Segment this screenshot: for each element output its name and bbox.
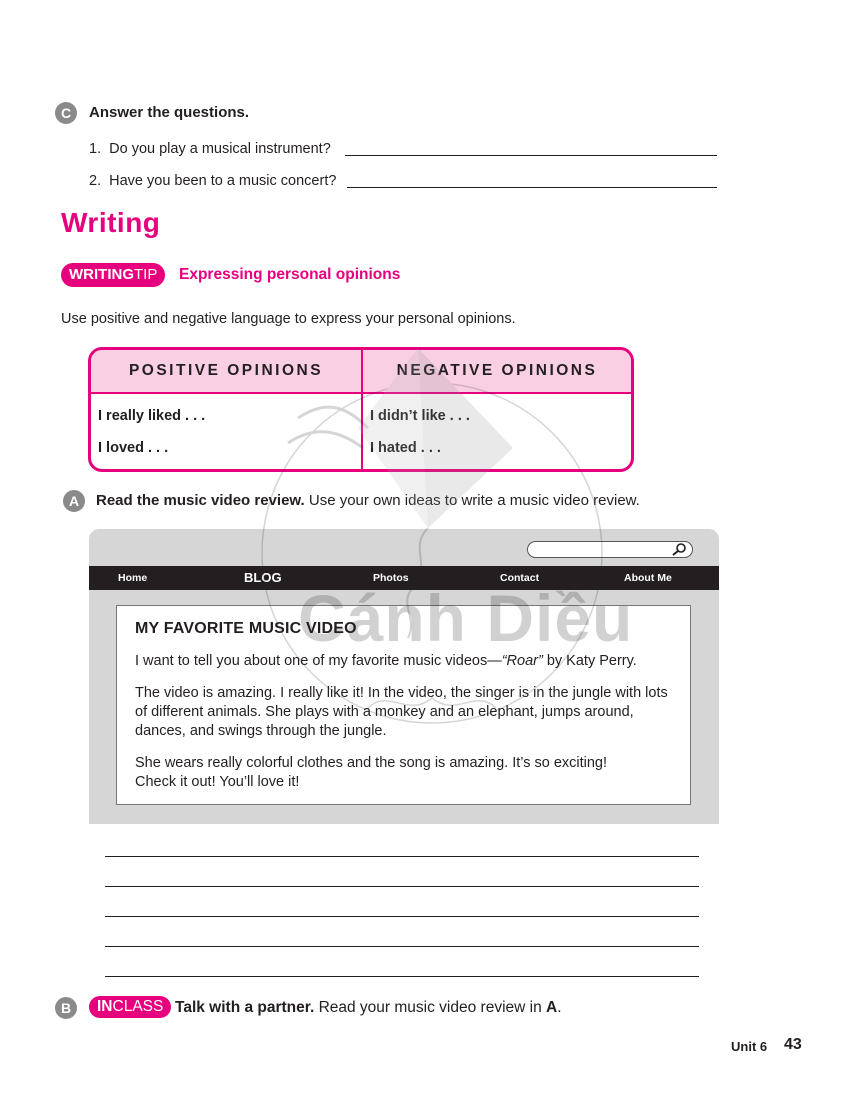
watermark-text: Cánh Diều — [298, 581, 634, 655]
section-b-end: . — [557, 999, 562, 1016]
nav-about-me[interactable]: About Me — [624, 572, 672, 584]
section-b-rest: Read your music video review in — [314, 999, 547, 1016]
answer-line-1[interactable] — [345, 155, 717, 156]
review-p1-end: by Katy Perry. — [542, 653, 637, 669]
question-2-text: Have you been to a music concert? — [109, 173, 337, 189]
question-2 — [89, 173, 336, 189]
section-a-badge: A — [63, 490, 85, 512]
review-paragraph-3: She wears really colorful clothes and the song is amazing. It’s so exciting! Check it out! You’ll love it! — [135, 755, 608, 790]
review-paragraph-2: The video is amazing. I really like it! In the video, the singer is in the jungle with lots of different animals. She plays with a monkey and an elephant, jumps around, dances, and swings through the jungle. — [135, 685, 668, 739]
section-b-ref: A — [546, 999, 558, 1016]
page-number: 43 — [784, 1036, 802, 1053]
writing-line-1[interactable] — [105, 856, 699, 857]
nav-photos[interactable]: Photos — [373, 572, 409, 584]
answer-line-2[interactable] — [347, 187, 717, 188]
writing-tip-title: Expressing personal opinions — [179, 266, 401, 283]
search-input[interactable] — [527, 541, 693, 558]
question-1 — [89, 141, 331, 157]
browser-mockup — [89, 529, 719, 824]
search-icon[interactable] — [670, 542, 688, 556]
writing-line-5[interactable] — [105, 976, 699, 977]
in-class-pill — [89, 996, 171, 1018]
positive-opinion-1: I really liked . . . — [98, 408, 206, 424]
nav-blog[interactable]: BLOG — [244, 570, 282, 585]
writing-heading: Writing — [61, 207, 161, 238]
in-class-bold: IN — [97, 998, 113, 1015]
section-c-title: Answer the questions. — [89, 104, 250, 121]
negative-opinions-header: NEGATIVE OPINIONS — [396, 362, 598, 379]
nav-contact[interactable]: Contact — [500, 572, 540, 584]
in-class-thin: CLASS — [112, 998, 164, 1015]
writing-tip-thin: TIP — [134, 266, 158, 283]
review-song-title: “Roar” — [501, 653, 543, 669]
writing-tip-bold: WRITING — [69, 266, 134, 283]
section-b-badge: B — [55, 997, 77, 1019]
section-a-instruction — [96, 492, 640, 509]
review-title: MY FAVORITE MUSIC VIDEO — [135, 620, 357, 637]
negative-opinion-1: I didn’t like . . . — [370, 408, 470, 424]
review-p1-start: I want to tell you about one of my favorite music videos— — [135, 653, 502, 669]
section-a-bold: Read the music video review. — [96, 492, 305, 509]
review-paragraph-1 — [135, 652, 680, 671]
writing-line-3[interactable] — [105, 916, 699, 917]
table-column-divider — [361, 350, 363, 469]
writing-tip-pill — [61, 263, 165, 287]
nav-home[interactable]: Home — [118, 572, 148, 584]
question-1-text: Do you play a musical instrument? — [109, 141, 331, 157]
blog-navbar — [89, 566, 719, 590]
section-b-instruction — [175, 999, 562, 1017]
question-1-number: 1. — [89, 141, 102, 157]
review-card — [116, 605, 691, 805]
writing-line-2[interactable] — [105, 886, 699, 887]
section-a-rest: Use your own ideas to write a music video review. — [304, 492, 640, 509]
writing-line-4[interactable] — [105, 946, 699, 947]
opinions-table — [88, 347, 634, 472]
unit-label: Unit 6 — [731, 1039, 768, 1054]
writing-intro: Use positive and negative language to express your personal opinions. — [61, 311, 516, 327]
positive-opinion-2: I loved . . . — [98, 440, 169, 456]
negative-opinion-2: I hated . . . — [370, 440, 441, 456]
section-b-bold: Talk with a partner. — [175, 999, 315, 1016]
section-c-badge: C — [55, 102, 77, 124]
positive-opinions-header: POSITIVE OPINIONS — [128, 362, 324, 379]
question-2-number: 2. — [89, 173, 102, 189]
